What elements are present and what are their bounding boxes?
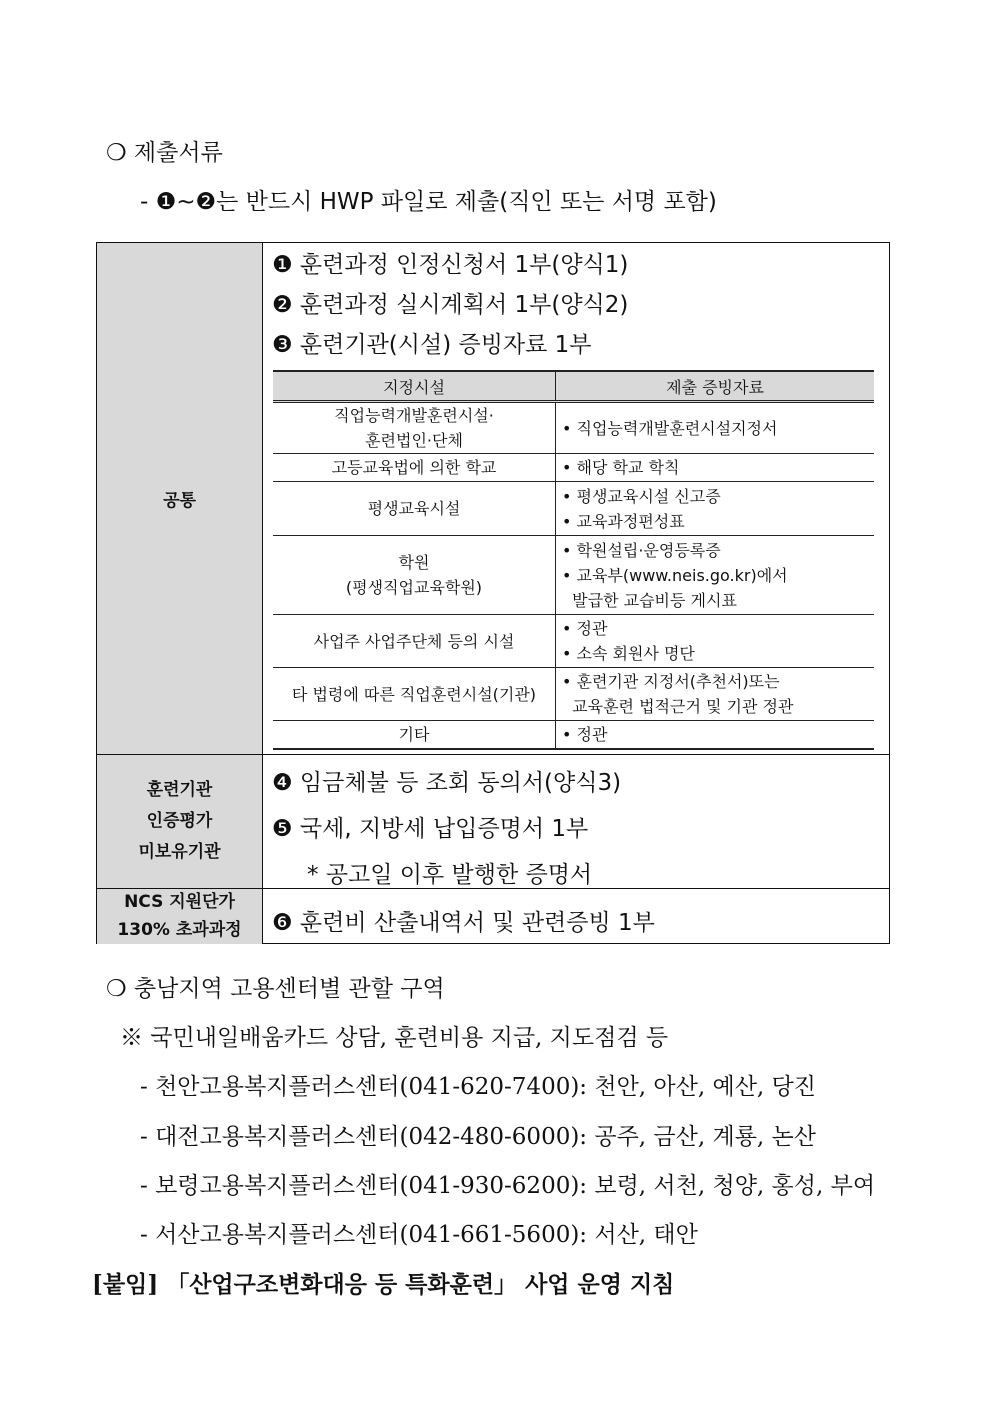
attachment-line: [붙임] 「산업구조변화대응 등 특화훈련」 사업 운영 지침 [92,1271,675,1298]
table-row [273,402,874,454]
header-evidence: 제출 증빙자료 [556,371,875,402]
table-row [273,668,874,721]
facility-text: 고등교육법에 의한 학교 [331,458,497,477]
cert-label-line: 미보유기관 [138,841,221,862]
section-heading-centers: ❍ 충남지역 고용센터별 관할 구역 [106,976,445,1002]
row-label-cert [97,754,263,888]
header-facility: 지정시설 [273,371,556,402]
row-label-common: 공통 [97,243,263,754]
evidence-text: 교육훈련 법적근거 및 기관 정관 [562,697,794,716]
ncs-label-line: 130% 초과과정 [117,920,242,940]
cert-item: ❹ 임금체불 등 조회 동의서(양식3) [272,770,622,796]
facility-text: 평생교육시설 [367,499,461,518]
evidence-text: • 소속 회원사 명단 [562,644,695,663]
cert-label-line: 인증평가 [146,810,213,831]
facility-text: 직업능력개발훈련시설· [334,406,494,425]
table-row [273,536,874,615]
cert-item: ❺ 국세, 지방세 납입증명서 1부 [272,816,589,842]
common-item: ❷ 훈련과정 실시계획서 1부(양식2) [272,292,629,318]
cert-note: * 공고일 이후 발행한 증명서 [307,862,593,888]
evidence-text: 발급한 교습비등 게시표 [562,590,737,610]
evidence-text: • 직업능력개발훈련시설지정서 [562,418,778,438]
section-heading-documents: ❍ 제출서류 [106,140,223,166]
evidence-text: • 교육과정편성표 [562,511,685,531]
evidence-text: • 평생교육시설 신고증 [562,486,721,506]
facility-text: 기타 [398,724,430,744]
evidence-text: • 학원설립·운영등록증 [562,540,721,560]
evidence-text: • 훈련기관 지정서(추천서)또는 [562,672,780,691]
row-divider [97,754,889,755]
table-row [273,721,874,749]
common-item: ❸ 훈련기관(시설) 증빙자료 1부 [272,332,592,358]
facility-text: (평생직업교육학원) [345,578,483,597]
facility-evidence-table [273,370,874,750]
centers-note: ※ 국민내일배움카드 상담, 훈련비용 지급, 지도점검 등 [120,1025,669,1051]
table-row [273,482,874,536]
table-row [273,615,874,668]
center-item: - 보령고용복지플러스센터(041-930-6200): 보령, 서천, 청양, 홍성, 부여 [140,1173,876,1199]
documents-table [96,242,890,944]
facility-text: 학원 [398,553,430,572]
hwp-note: - ❶~❷는 반드시 HWP 파일로 제출(직인 또는 서명 포함) [140,189,717,215]
center-item: - 천안고용복지플러스센터(041-620-7400): 천안, 아산, 예산, 당진 [140,1074,816,1100]
facility-text: 사업주 사업주단체 등의 시설 [313,631,515,651]
center-item: - 대전고용복지플러스센터(042-480-6000): 공주, 금산, 계룡, 논산 [140,1124,816,1150]
evidence-text: • 정관 [562,724,608,744]
facility-text: 훈련법인·단체 [365,431,463,450]
row-label-ncs [97,888,263,944]
ncs-label-line: NCS 지원단가 [124,892,235,912]
ncs-item: ❻ 훈련비 산출내역서 및 관련증빙 1부 [272,910,655,936]
facility-text: 타 법령에 따른 직업훈련시설(기관) [291,684,537,704]
common-item: ❶ 훈련과정 인정신청서 1부(양식1) [272,252,629,278]
evidence-text: • 교육부(www.neis.go.kr)에서 [562,565,788,585]
table-row [273,454,874,482]
cert-label-line: 훈련기관 [146,779,213,800]
evidence-text: • 해당 학교 학칙 [562,458,680,477]
evidence-text: • 정관 [562,619,608,638]
inner-header-row [273,371,874,402]
center-item: - 서산고용복지플러스센터(041-661-5600): 서산, 태안 [140,1222,698,1248]
